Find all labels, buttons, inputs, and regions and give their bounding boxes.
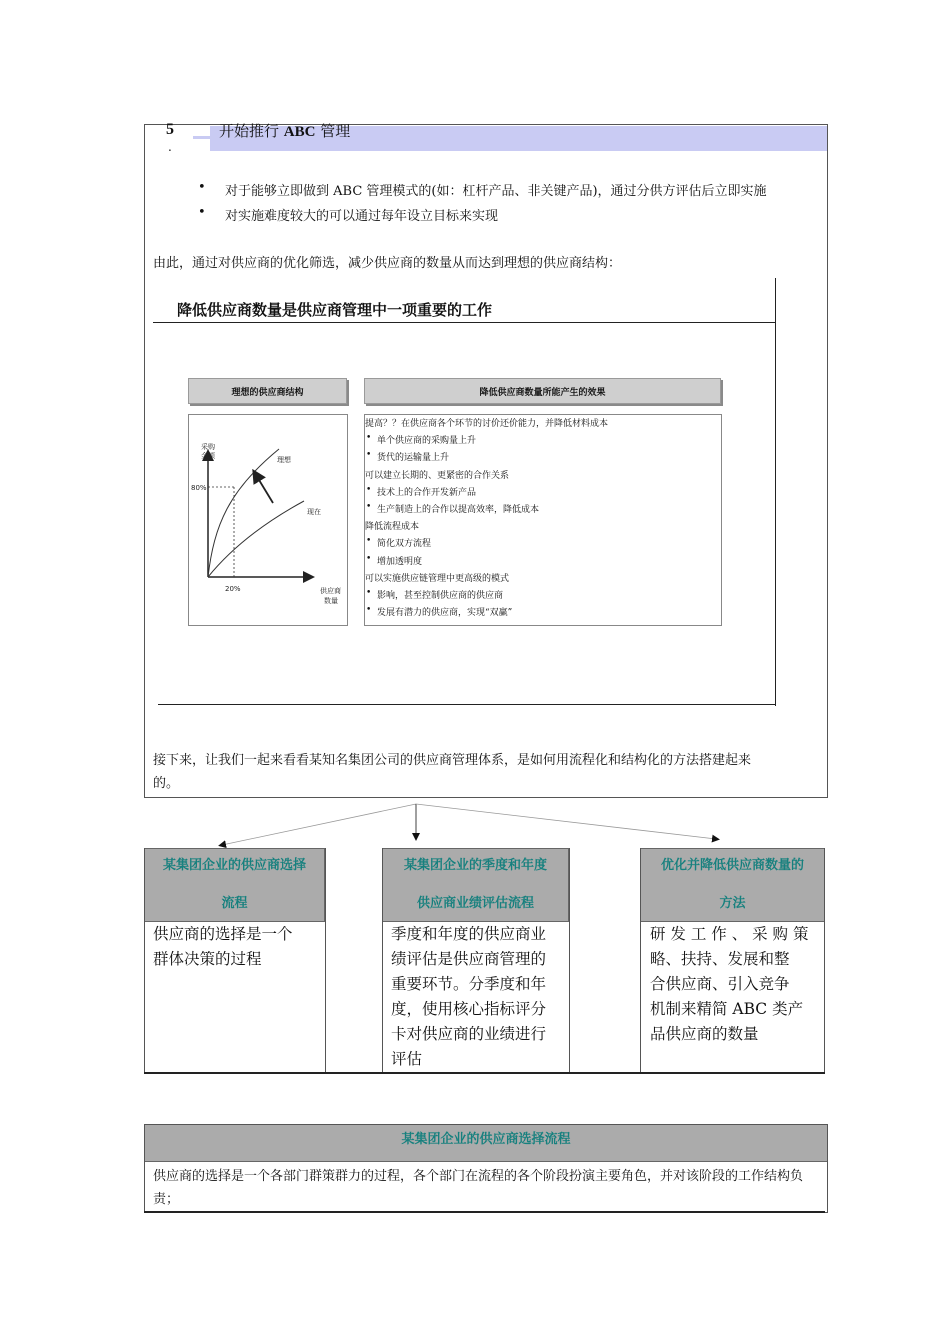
y-axis-label-1: 采购 [201,443,215,451]
column-header-reduction: 优化并降低供应商数量的 方法 [640,848,825,922]
arrow-left [222,804,416,845]
x-mark-label: 20% [225,585,241,593]
effect-bullet: • [366,588,372,598]
column-border [569,848,570,1074]
effect-item: 可以建立长期的、更紧密的合作关系 [365,470,510,481]
section-number: 5 [166,121,174,138]
effect-sub-item: 增加透明度 [377,556,423,567]
process-columns [144,848,825,1074]
column-body-selection: 供应商的选择是一个 群体决策的过程 [153,925,293,968]
effect-bullet: • [366,553,372,564]
effect-bullet: • [366,433,372,444]
bullet-symbol: • [198,205,206,220]
curve-diagram [189,415,349,627]
connector-arrows [0,795,950,855]
effect-item: 提高？？在供应商各个环节的讨价还价能力，并降低材料成本 [365,419,609,429]
x-axis-label-2: 数量 [324,597,338,605]
columns-bottom-rule [144,1072,825,1074]
effects-list [364,414,722,626]
bullet-item: 对于能够立即做到 ABC 管理模式的(如：杠杆产品、非关键产品)，通过分供方评估后立即实施 [225,184,767,199]
column-header-selection: 某集团企业的供应商选择 流程 [144,848,325,922]
current-label: 现在 [307,508,321,516]
slide-border-bottom [158,704,776,705]
effect-bullet: • [366,450,372,461]
effects-header: 降低供应商数量所能产生的效果 [364,378,721,404]
bullet-symbol: • [198,180,206,195]
column-border [382,848,383,1074]
supplier-structure-chart [188,414,348,626]
bullet-item: 对实施难度较大的可以通过每年设立目标来实现 [225,209,499,224]
column-border [144,848,145,1074]
effect-sub-item: 货代的运输量上升 [377,453,450,464]
section-bar-gap [193,126,210,136]
effect-sub-item: 发展有潜力的供应商，实现“双赢” [377,608,513,619]
slide-title-underline [153,322,775,323]
column-border [325,848,326,1074]
ideal-label: 理想 [277,456,291,464]
improvement-arrow [256,475,273,503]
next-paragraph-line1: 接下来，让我们一起来看看某知名集团公司的供应商管理体系，是如何用流程化和结构化的方法搭建起来 [153,753,752,768]
effect-bullet: • [366,484,372,495]
selection-bottom-rule [144,1211,825,1213]
column-header-evaluation: 某集团企业的季度和年度 供应商业绩评估流程 [382,848,569,922]
next-paragraph-line2: 的。 [153,776,180,791]
column-border [824,848,825,1074]
y-mark-label: 80% [191,484,207,492]
slide-title: 降低供应商数量是供应商管理中一项重要的工作 [177,301,493,319]
arrow-right [416,804,716,839]
column-body-reduction: 研 发 工 作 、 采 购 策 略、扶持、发展和整 合供应商、引入竞争 机制来精简 ABC 类产 品供应商的数量 [650,925,809,1043]
column-border [640,848,641,1074]
effect-sub-item: 技术上的合作开发新产品 [377,487,477,498]
column-body-evaluation: 季度和年度的供应商业 绩评估是供应商管理的 重要环节。分季度和年 度，使用核心指标评分 卡对供应商的业绩进行 评估 [391,925,547,1068]
section-bar-gap [193,139,210,151]
slide-border-right [775,278,776,706]
effect-item: 可以实施供应链管理中更高级的模式 [365,573,510,584]
effect-bullet: • [366,502,372,512]
section-dot: . [168,140,172,154]
section-title: 开始推行 ABC 管理 [219,122,351,140]
selection-process-table [144,1124,828,1213]
current-curve [208,501,304,577]
ideal-curve [208,449,279,577]
effect-sub-item: 影响，甚至控制供应商的供应商 [377,591,504,601]
effect-bullet: • [366,605,372,616]
selection-process-body: 供应商的选择是一个各部门群策群力的过程，各个部门在流程的各个阶段扮演主要角色，并对该阶段的工作结构负责； [153,1169,804,1207]
ideal-structure-header: 理想的供应商结构 [188,378,347,404]
selection-process-header: 某集团企业的供应商选择流程 [145,1125,827,1162]
effect-bullet: • [366,536,372,547]
effect-sub-item: 单个供应商的采购量上升 [377,436,477,447]
x-axis-label-1: 供应商 [320,587,341,595]
effect-sub-item: 简化双方流程 [377,539,432,550]
effect-sub-item: 生产制造上的合作以提高效率，降低成本 [377,505,540,515]
intro-paragraph: 由此，通过对供应商的优化筛选，减少供应商的数量从而达到理想的供应商结构： [153,256,622,271]
y-axis-label-2: 金额 [201,452,215,460]
effect-item: 降低流程成本 [365,522,420,533]
